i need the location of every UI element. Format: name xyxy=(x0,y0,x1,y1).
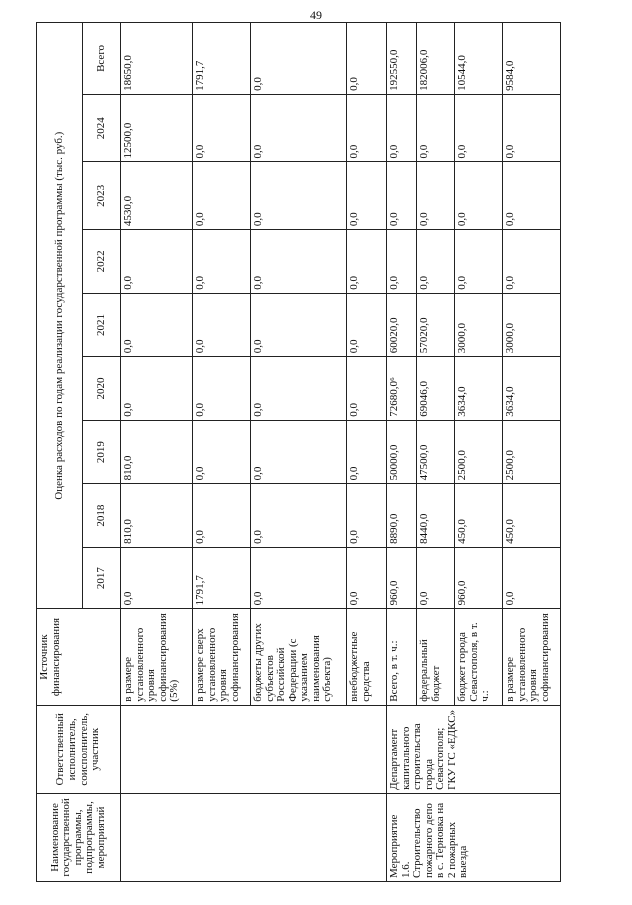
cell-value: 0,0 xyxy=(251,94,347,162)
cell-value: 47500,0 xyxy=(417,420,455,484)
header-source: Источник финансирования xyxy=(37,609,121,705)
cell-value: 3634,0 xyxy=(503,357,561,421)
cell-value: 0,0 xyxy=(251,484,347,548)
cell-total: 182006,0 xyxy=(417,23,455,95)
cell-value: 3634,0 xyxy=(455,357,503,421)
cell-value: 960,0 xyxy=(455,547,503,609)
cell-value: 60020,0 xyxy=(387,293,417,357)
cell-value: 72680,0⁶ xyxy=(387,357,417,421)
cell-value: 0,0 xyxy=(251,547,347,609)
cell-value: 0,0 xyxy=(417,94,455,162)
cell-value: 1791,7 xyxy=(193,547,251,609)
cell-value: 0,0 xyxy=(121,547,193,609)
cell-source: в размере сверх установленного уровня софинансирования xyxy=(193,609,251,705)
cell-total: 9584,0 xyxy=(503,23,561,95)
cell-source: внебюджетные средства xyxy=(347,609,387,705)
cell-value: 0,0 xyxy=(503,547,561,609)
cell-value: 8890,0 xyxy=(387,484,417,548)
cell-value: 8440,0 xyxy=(417,484,455,548)
cell-source: в размере установленного уровня софинансирования xyxy=(503,609,561,705)
cell-value: 0,0 xyxy=(387,94,417,162)
header-year: 2018 xyxy=(83,484,121,548)
cell-value: 0,0 xyxy=(251,230,347,294)
cell-value: 0,0 xyxy=(347,484,387,548)
cell-value: 0,0 xyxy=(347,230,387,294)
cell-value: 450,0 xyxy=(503,484,561,548)
table-row xyxy=(121,23,193,882)
cell-responsible: Департамент капитального строительства города Севастополя; ГКУ ГС «ЕДКС» xyxy=(387,705,561,793)
cell-source: Всего, в т. ч.: xyxy=(387,609,417,705)
rotated-table-wrapper xyxy=(36,22,596,882)
cell-value: 0,0 xyxy=(417,547,455,609)
cell-value: 0,0 xyxy=(347,547,387,609)
header-year: 2023 xyxy=(83,162,121,230)
header-year: 2017 xyxy=(83,547,121,609)
table-row xyxy=(387,23,417,882)
header-estimate: Оценка расходов по годам реализации государственной программы (тыс. руб.) xyxy=(37,23,83,609)
header-year: 2019 xyxy=(83,420,121,484)
cell-value: 4530,0 xyxy=(121,162,193,230)
cell-value: 50000,0 xyxy=(387,420,417,484)
cell-value: 0,0 xyxy=(193,94,251,162)
cell-total: 1791,7 xyxy=(193,23,251,95)
cell-source: федеральный бюджет xyxy=(417,609,455,705)
header-total: Всего xyxy=(83,23,121,95)
cell-value: 3000,0 xyxy=(455,293,503,357)
cell-value: 0,0 xyxy=(347,357,387,421)
cell-name xyxy=(121,793,387,881)
cell-source: бюджеты других субъектов Российской Федерации (с указанием наименования субъекта) xyxy=(251,609,347,705)
cell-value: 0,0 xyxy=(455,230,503,294)
cell-total: 192550,0 xyxy=(387,23,417,95)
cell-value: 2500,0 xyxy=(455,420,503,484)
cell-value: 0,0 xyxy=(503,162,561,230)
cell-value: 0,0 xyxy=(251,420,347,484)
header-year: 2020 xyxy=(83,357,121,421)
page-number: 49 xyxy=(310,8,322,22)
cell-value: 0,0 xyxy=(193,420,251,484)
cell-value: 0,0 xyxy=(387,230,417,294)
cell-source: в размере установленного уровня софинансирования (5%) xyxy=(121,609,193,705)
cell-value: 810,0 xyxy=(121,484,193,548)
cell-value: 0,0 xyxy=(251,162,347,230)
cell-value: 57020,0 xyxy=(417,293,455,357)
cell-value: 0,0 xyxy=(193,162,251,230)
cell-value: 0,0 xyxy=(347,162,387,230)
cell-total: 10544,0 xyxy=(455,23,503,95)
cell-source: бюджет города Севастополя, в т. ч.: xyxy=(455,609,503,705)
cell-value: 0,0 xyxy=(503,230,561,294)
cell-name: Мероприятие 1.6. Строительство пожарного депо в с. Терновка на 2 пожарных выезда xyxy=(387,793,561,881)
budget-table xyxy=(36,22,561,882)
cell-value: 2500,0 xyxy=(503,420,561,484)
cell-value: 0,0 xyxy=(251,293,347,357)
cell-value: 0,0 xyxy=(121,230,193,294)
cell-value: 0,0 xyxy=(193,293,251,357)
cell-value: 0,0 xyxy=(121,293,193,357)
header-responsible: Ответственный исполнитель, соисполнитель, участник xyxy=(37,705,121,793)
cell-value: 0,0 xyxy=(455,162,503,230)
cell-value: 960,0 xyxy=(387,547,417,609)
cell-value: 0,0 xyxy=(347,293,387,357)
cell-value: 0,0 xyxy=(455,94,503,162)
cell-value: 69046,0 xyxy=(417,357,455,421)
cell-value: 0,0 xyxy=(251,357,347,421)
cell-value: 0,0 xyxy=(417,230,455,294)
cell-value: 810,0 xyxy=(121,420,193,484)
cell-value: 0,0 xyxy=(347,94,387,162)
cell-value: 0,0 xyxy=(193,230,251,294)
cell-value: 3000,0 xyxy=(503,293,561,357)
header-name: Наименование государственной программы, подпрограммы, мероприятий xyxy=(37,793,121,881)
cell-value: 450,0 xyxy=(455,484,503,548)
cell-value: 0,0 xyxy=(387,162,417,230)
cell-value: 0,0 xyxy=(503,94,561,162)
cell-total: 0,0 xyxy=(251,23,347,95)
cell-value: 0,0 xyxy=(347,420,387,484)
cell-total: 0,0 xyxy=(347,23,387,95)
header-year: 2024 xyxy=(83,94,121,162)
header-year: 2022 xyxy=(83,230,121,294)
cell-value: 0,0 xyxy=(417,162,455,230)
cell-value: 0,0 xyxy=(121,357,193,421)
cell-value: 0,0 xyxy=(193,357,251,421)
cell-responsible xyxy=(121,705,387,793)
cell-value: 0,0 xyxy=(193,484,251,548)
cell-total: 18650,0 xyxy=(121,23,193,95)
header-year: 2021 xyxy=(83,293,121,357)
cell-value: 12500,0 xyxy=(121,94,193,162)
